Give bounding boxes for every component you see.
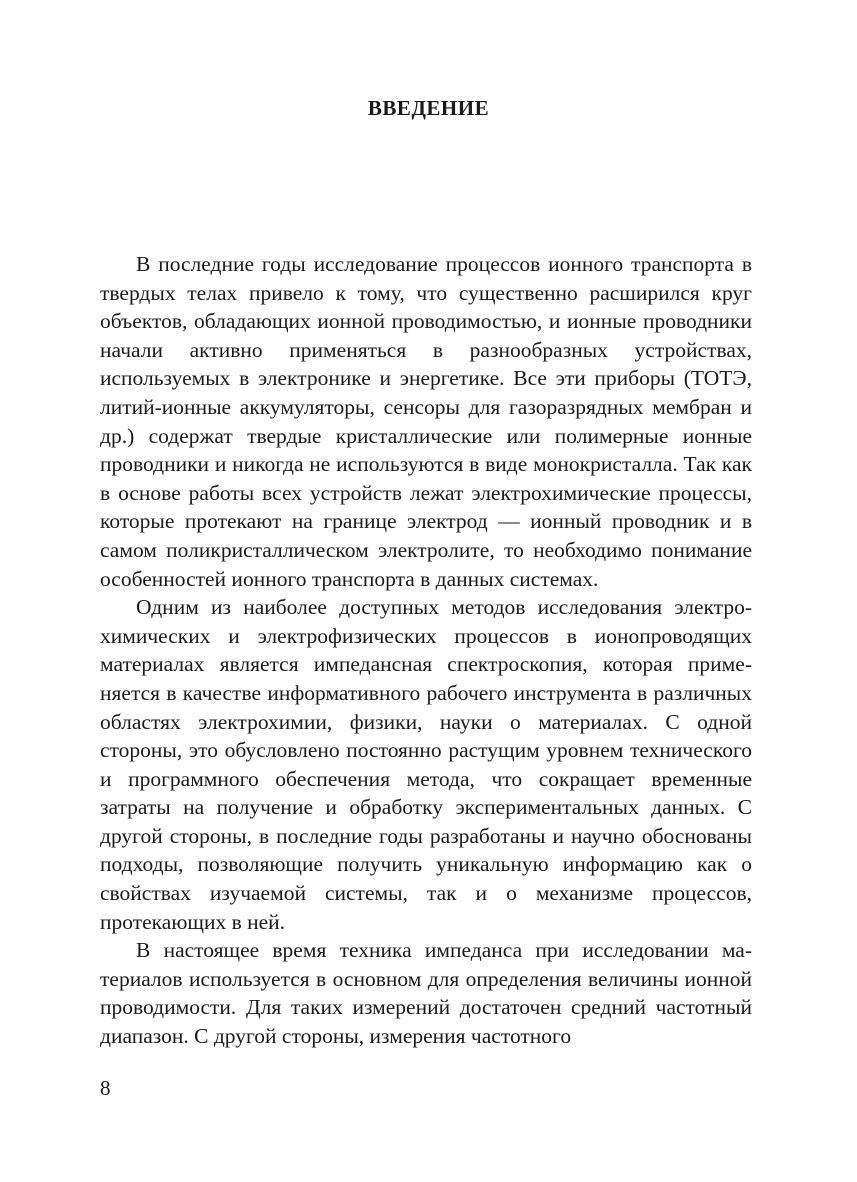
paragraph-2: Одним из наиболее доступных методов исследования электрохимических и электрофизических процессов в ионопроводящих материалах является импедансная спектроскопия, которая применяется в качестве информативного рабочего инструмента в различных областях электрохимии, физики, науки о материалах. С одной стороны, это обусловлено постоянно растущим уровнем технического и программного обеспечения метода, что сокращает временные затраты на получение и обработку экспериментальных данных. С другой стороны, в последние годы разработаны и научно обоснованы подходы, позволяющие получить уникальную информацию как о свойствах изучаемой системы, так и о механизме процессов, протекающих в ней.	[100, 595, 752, 934]
paragraph-3: В настоящее время техника импеданса при исследовании материалов используется в основном для определения величины ионной проводимости. Для таких измерений достаточен средний частотный диапазон. С другой стороны, измерения частотного	[100, 938, 752, 1049]
paragraph-1: В последние годы исследование процессов ионного транспорта в твердых телах привело к тому, что существенно расширился круг объектов, обладающих ионной проводимостью, и ионные проводники начали активно применяться в разнообразных устройствах, используемых в электронике и энергетике. Все эти приборы (ТОТЭ, литий-ионные аккумуляторы, сенсоры для газоразрядных мембран и др.) содержат твердые кристаллические или полимерные ионные проводники и никогда не используются в виде монокристалла. Так как в основе работы всех устройств лежат электрохимические процессы, которые протекают на границе электрод — ионный проводник и в самом поликристаллическом электролите, то необходимо понимание особенностей ионного транспорта в данных системах.	[100, 252, 752, 591]
chapter-title: ВВЕДЕНИЕ	[367, 96, 490, 120]
page-number: 8	[100, 1076, 111, 1100]
body-text	[100, 250, 752, 1051]
